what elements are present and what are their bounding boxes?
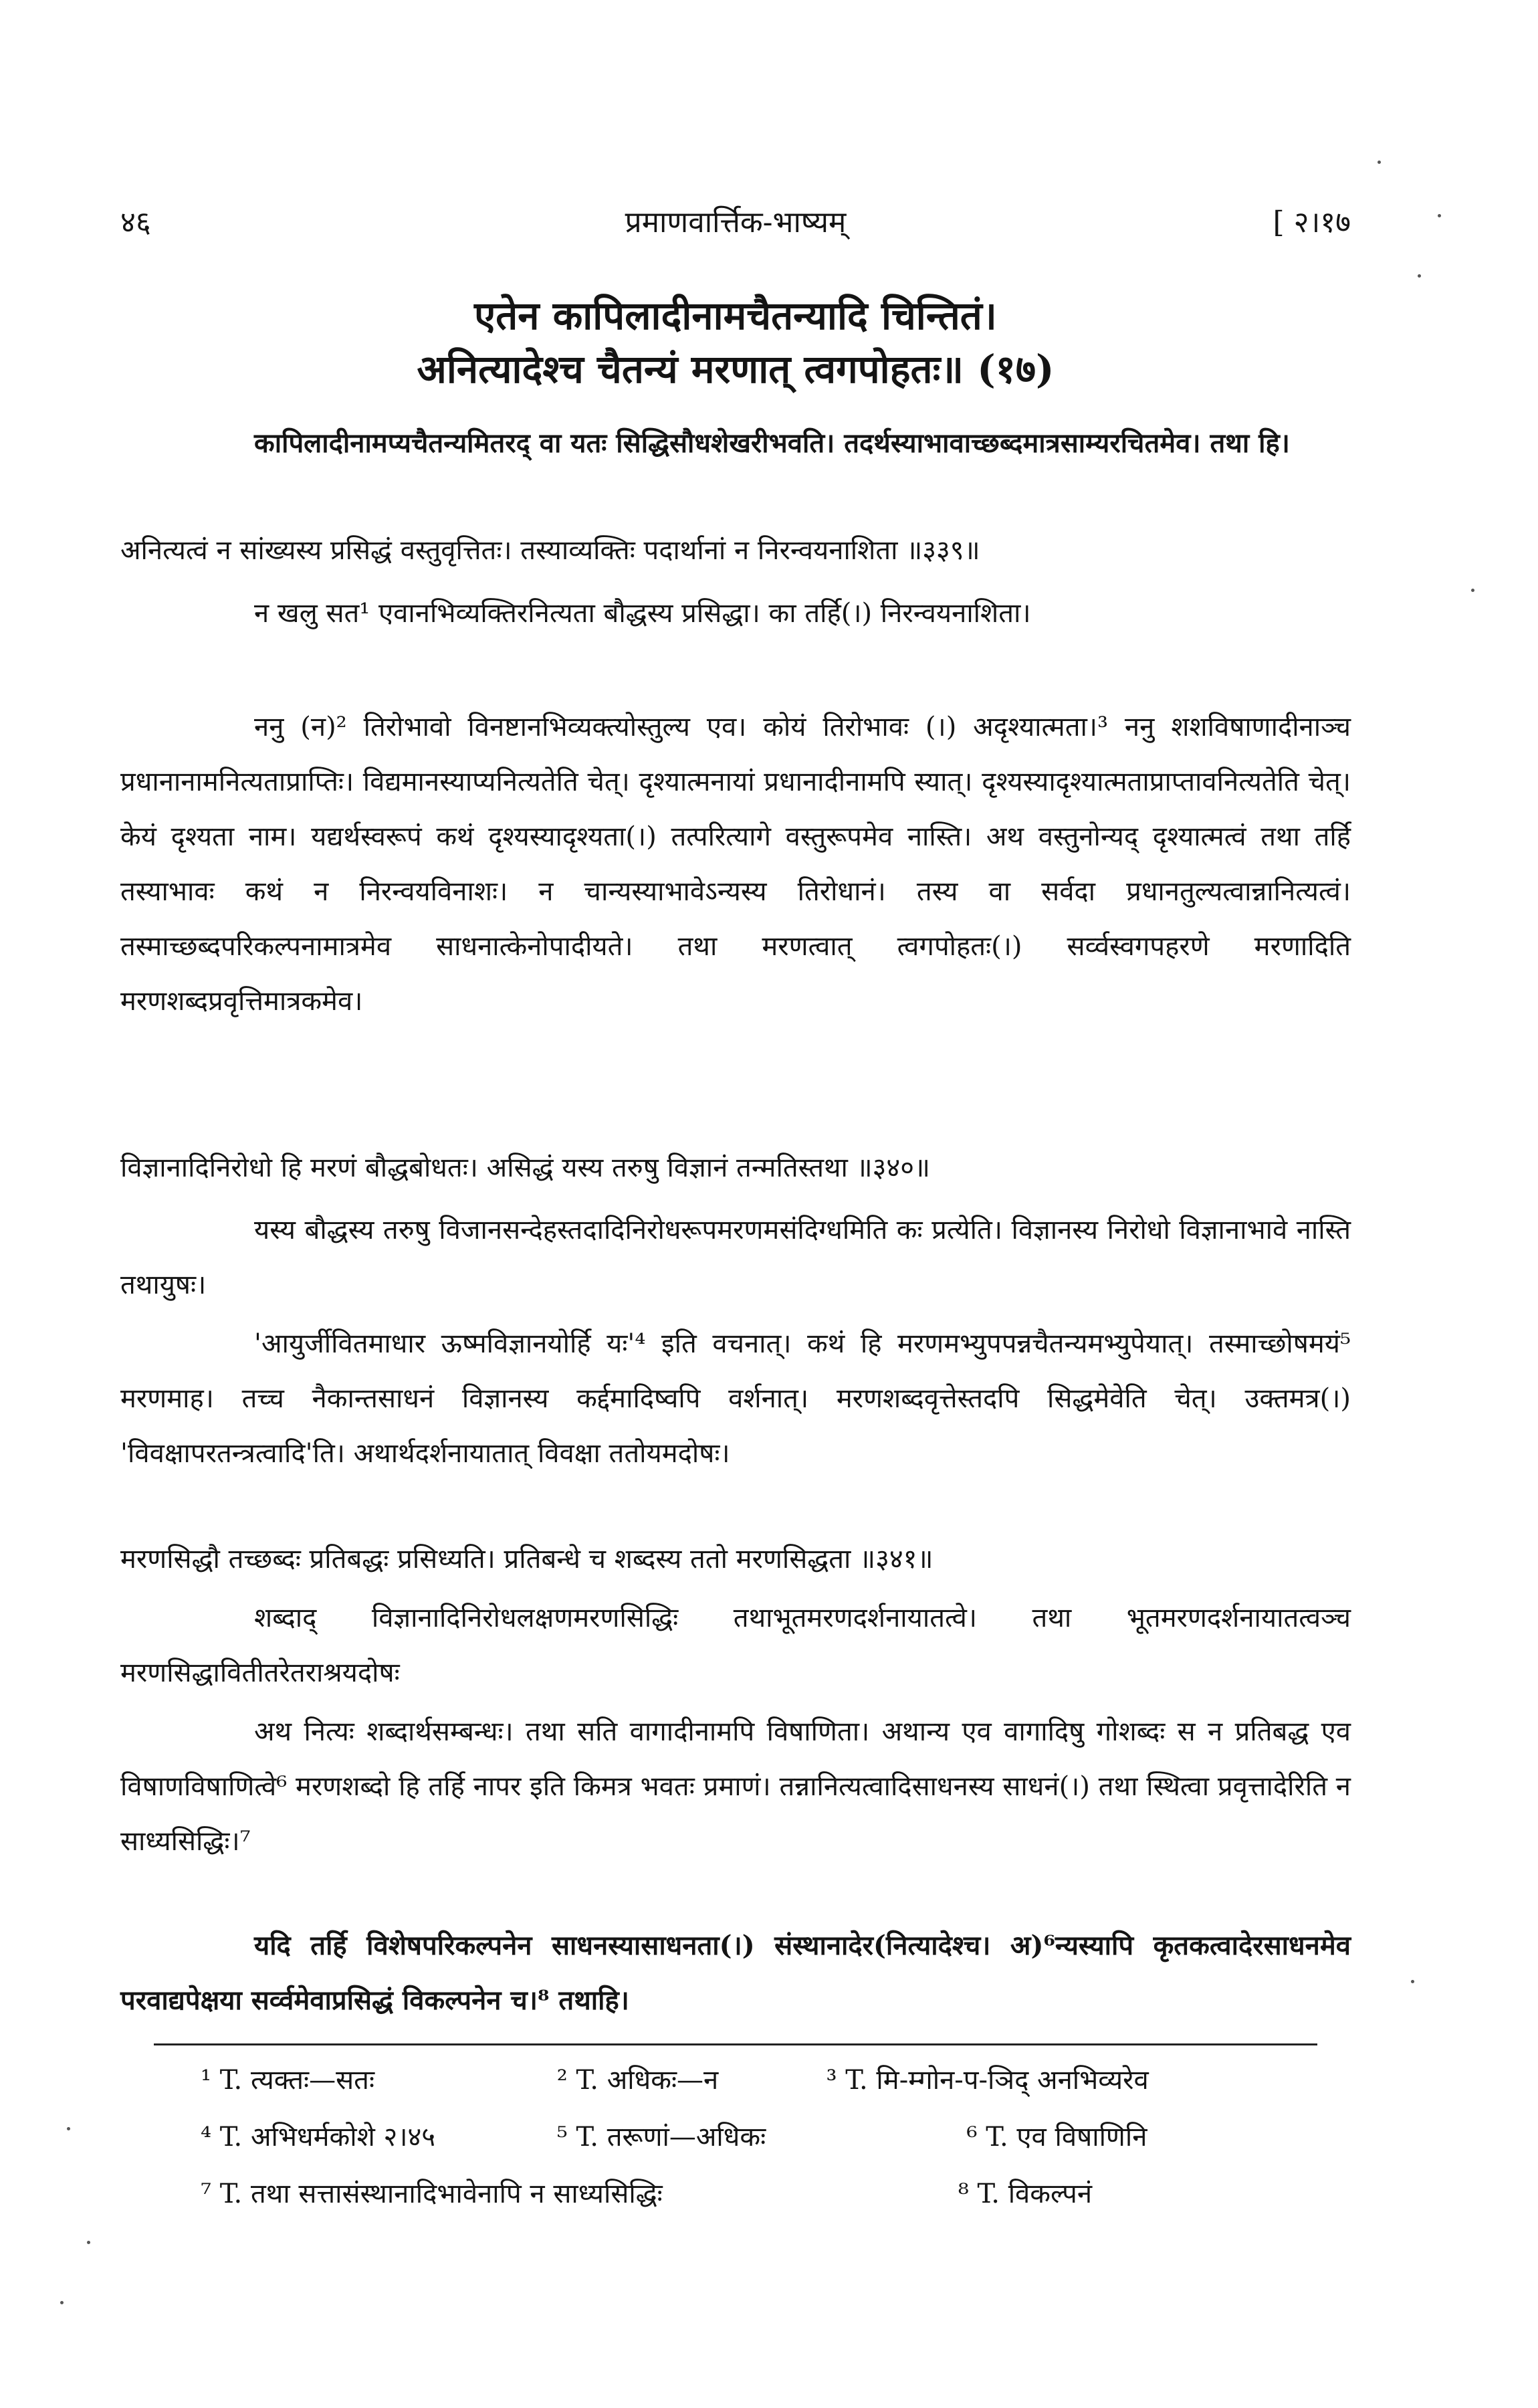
book-title: प्रमाणवार्त्तिक-भाष्यम् <box>625 205 847 239</box>
karika-339: अनित्यत्वं न सांख्यस्य प्रसिद्धं वस्तुवृत्तितः। तस्याव्यक्तिः पदार्थानां न निरन्वयनाशिता ॥३३९॥ <box>120 535 980 566</box>
footnote-6: ⁶ T. एव विषाणिनि <box>966 2122 1147 2152</box>
footnote-separator <box>154 2043 1317 2045</box>
scan-speck <box>60 2301 64 2304</box>
scan-speck <box>87 2241 90 2244</box>
paragraph-7: अथ नित्यः शब्दार्थसम्बन्धः। तथा सति वागादीनामपि विषाणिता। अथान्य एव वागादिषु गोशब्दः स न प्रतिबद्ध एव विषाणविषाणित्वे⁶ मरणशब्दो हि तर्हि नापर इति किमत्र भवतः प्रमाणं। तन्नानित्यत्वादिसाधनस्य साधनं(।) तथा स्थित्वा प्रवृत्तादेरिति न साध्यसिद्धिः।⁷ <box>120 1716 1351 1857</box>
footnote-row-1 <box>201 2060 1337 2097</box>
paragraph-8: यदि तर्हि विशेषपरिकल्पनेन साधनस्यासाधनता(।) संस्थानादेर(नित्यादेश्च। अ)⁶न्यस्यापि कृतकत्वादेरसाधनमेव परवाद्यपेक्षया सर्व्वमेवाप्रसिद्धं विकल्पनेन च।⁸ तथाहि। <box>120 1930 1351 2016</box>
footnote-row-2 <box>201 2117 1337 2154</box>
scan-speck <box>1411 1980 1414 1983</box>
verse-reference: [ २।१७ <box>1273 205 1351 239</box>
footnote-5: ⁵ T. तरूणां—अधिकः <box>556 2122 766 2152</box>
footnote-1: ¹ T. त्यक्तः—सतः <box>201 2065 375 2096</box>
scan-speck <box>1418 274 1421 278</box>
footnote-3: ³ T. मि-म्गोन-प-ञिद् अनभिव्यरेव <box>826 2065 1149 2096</box>
footnote-row-3 <box>201 2174 1337 2211</box>
karika-341: मरणसिद्धौ तच्छब्दः प्रतिबद्धः प्रसिध्यति। प्रतिबन्धे च शब्दस्य ततो मरणसिद्धता ॥३४१॥ <box>120 1544 933 1575</box>
karika-340: विज्ञानादिनिरोधो हि मरणं बौद्धबोधतः। असिद्धं यस्य तरुषु विज्ञानं तन्मतिस्तथा ॥३४०॥ <box>120 1152 930 1183</box>
paragraph-1: कापिलादीनामप्यचैतन्यमितरद् वा यतः सिद्धिसौधशेखरीभवति। तदर्थस्याभावाच्छब्दमात्रसाम्यरचितमेव। तथा हि। <box>254 427 1290 459</box>
paragraph-3: ननु (न)² तिरोभावो विनष्टानभिव्यक्त्योस्तुल्य एव। कोयं तिरोभावः (।) अदृश्यात्मता।³ ननु शशविषाणादीनाञ्च प्रधानानामनित्यताप्राप्तिः। विद्यमानस्याप्यनित्यतेति चेत्। दृश्यात्मनायां प्रधानादीनामपि स्यात्। दृश्यस्यादृश्यात्मताप्राप्तावनित्यतेति चेत्। केयं दृश्यता नाम। यद्यर्थस्वरूपं कथं दृश्यस्यादृश्यता(।) तत्परित्यागे वस्तुरूपमेव नास्ति। अथ वस्तुनोन्यद् दृश्यात्मत्वं तथा तर्हि तस्याभावः कथं न निरन्वयविनाशः। न चान्यस्याभावेऽन्यस्य तिरोधानं। तस्य वा सर्वदा प्रधानतुल्यत्वान्नानित्यत्वं। तस्माच्छब्दपरिकल्पनामात्रमेव साधनात्केनोपादीयते। तथा मरणत्वात् त्वगपोहतः(।) सर्व्वस्वगपहरणे मरणादिति मरणशब्दप्रवृत्तिमात्रकमेव। <box>120 712 1351 1017</box>
scan-speck <box>67 2127 70 2130</box>
scan-speck <box>1378 161 1381 164</box>
footnote-8: ⁸ T. विकल्पनं <box>958 2179 1093 2209</box>
paragraph-6: शब्दाद् विज्ञानादिनिरोधलक्षणमरणसिद्धिः तथाभूतमरणदर्शनायातत्वे। तथा भूतमरणदर्शनायातत्वञ्च मरणसिद्धावितीतरेतराश्रयदोषः <box>120 1603 1351 1688</box>
verse-17-line-2: अनित्यादेश्च चैतन्यं मरणात् त्वगपोहतः॥ (१७) <box>417 346 1055 392</box>
running-header <box>120 201 1351 254</box>
page-number: ४६ <box>120 205 151 239</box>
paragraph-4: यस्य बौद्धस्य तरुषु विजानसन्देहस्तदादिनिरोधरूपमरणमसंदिग्धमिति कः प्रत्येति। विज्ञानस्य निरोधो विज्ञानाभावे नास्ति तथायुषः। <box>120 1215 1351 1300</box>
footnote-2: ² T. अधिकः—न <box>556 2065 719 2096</box>
paragraph-2: न खलु सत¹ एवानभिव्यक्तिरनित्यता बौद्धस्य प्रसिद्धा। का तर्हि(।) निरन्वयनाशिता। <box>254 598 1031 629</box>
scan-speck <box>1438 214 1441 217</box>
footnote-4: ⁴ T. अभिधर्मकोशे २।४५ <box>201 2122 436 2152</box>
footnote-7: ⁷ T. तथा सत्तासंस्थानादिभावेनापि न साध्यसिद्धिः <box>201 2179 663 2209</box>
paragraph-5: 'आयुर्जीवितमाधार ऊष्मविज्ञानयोर्हि यः'⁴ इति वचनात्। कथं हि मरणमभ्युपपन्नचैतन्यमभ्युपेयात्। तस्माच्छोषमयं⁵ मरणमाह। तच्च नैकान्तसाधनं विज्ञानस्य कर्द्दमादिष्वपि वर्शनात्। मरणशब्दवृत्तेस्तदपि सिद्धमेवेति चेत्। उक्तमत्र(।) 'विवक्षापरतन्त्रत्वादि'ति। अथार्थदर्शनायातात् विवक्षा ततोयमदोषः। <box>120 1328 1351 1469</box>
scan-speck <box>1471 589 1474 592</box>
verse-17-line-1: एतेन कापिलादीनामचैतन्यादि चिन्तितं। <box>474 293 997 338</box>
